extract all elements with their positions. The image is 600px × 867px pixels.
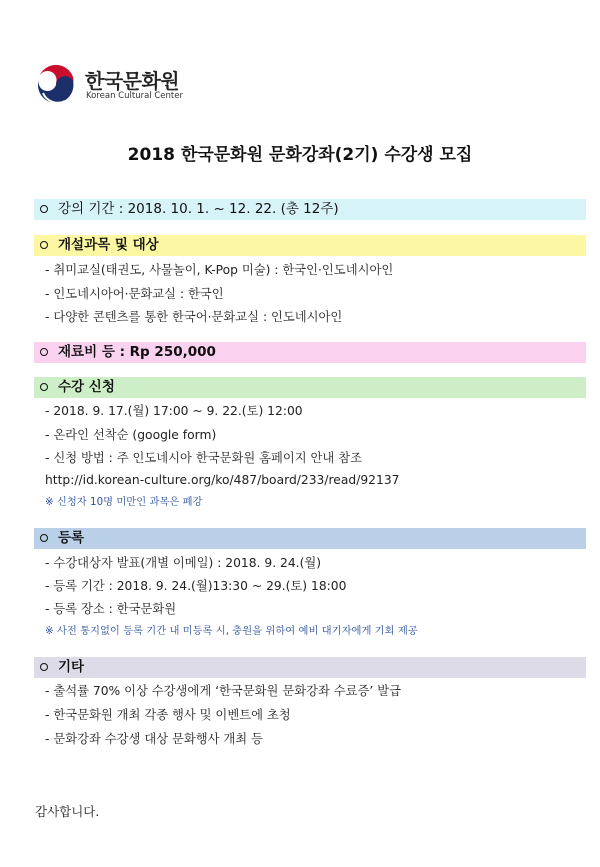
courses-heading: 개설과목 및 대상 (58, 237, 159, 253)
page-title: 2018 한국문화원 문화강좌(2기) 수강생 모집 (127, 145, 473, 165)
etc-item: - 한국문화원 개최 각종 행사 및 이벤트에 초청 (45, 708, 291, 722)
taegeuk-emblem-icon (35, 63, 77, 105)
kcc-logo (35, 63, 275, 107)
courses-item: - 인도네시아어·문화교실 : 한국인 (45, 287, 224, 301)
bullet-circle-icon (40, 663, 48, 671)
register-item: - 등록 기간 : 2018. 9. 24.(월)13:30 ~ 29.(토) 18:00 (45, 579, 347, 593)
register-heading: 등록 (58, 530, 85, 546)
apply-item: - 신청 방법 : 주 인도네시아 한국문화원 홈페이지 안내 참조 (45, 451, 362, 465)
section-register-bar (34, 528, 586, 549)
etc-item: - 출석률 70% 이상 수강생에게 ‘한국문화원 문화강좌 수료증’ 발급 (45, 684, 401, 698)
etc-heading: 기타 (58, 659, 85, 675)
bullet-circle-icon (40, 348, 48, 356)
section-period-bar (34, 199, 586, 220)
apply-item: - 2018. 9. 17.(월) 17:00 ~ 9. 22.(토) 12:00 (45, 404, 303, 418)
section-etc-bar (34, 657, 586, 678)
bullet-circle-icon (40, 534, 48, 542)
courses-item: - 취미교실(태권도, 사물놀이, K-Pop 미술) : 한국인·인도네시아인 (45, 263, 394, 277)
bullet-circle-icon (40, 383, 48, 391)
register-note: ※ 사전 통지없이 등록 기간 내 미등록 시, 충원을 위하여 예비 대기자에게 기회 제공 (45, 625, 418, 637)
section-courses-bar (34, 235, 586, 256)
logo-name-en: Korean Cultural Center (86, 91, 183, 101)
section-apply-bar (34, 377, 586, 398)
apply-heading: 수강 신청 (58, 379, 115, 395)
courses-item: - 다양한 콘텐츠를 통한 한국어·문화교실 : 인도네시아인 (45, 310, 343, 324)
bullet-circle-icon (40, 241, 48, 249)
etc-item: - 문화강좌 수강생 대상 문화행사 개최 등 (45, 732, 263, 746)
apply-item: - 온라인 선착순 (google form) (45, 428, 217, 442)
register-item: - 수강대상자 발표(개별 이메일) : 2018. 9. 24.(월) (45, 556, 322, 570)
apply-note: ※ 신청자 10명 미만인 과목은 폐강 (45, 496, 203, 508)
fee-text: 재료비 등 : Rp 250,000 (58, 344, 216, 360)
bullet-circle-icon (40, 205, 48, 213)
closing-text: 감사합니다. (35, 804, 100, 819)
section-fee-bar (34, 342, 586, 363)
apply-link[interactable]: http://id.korean-culture.org/ko/487/board/233/read/92137 (45, 473, 400, 487)
logo-name-ko: 한국문화원 (85, 69, 180, 93)
period-text: 강의 기간 : 2018. 10. 1. ~ 12. 22. (총 12주) (58, 201, 339, 217)
register-item: - 등록 장소 : 한국문화원 (45, 602, 177, 616)
